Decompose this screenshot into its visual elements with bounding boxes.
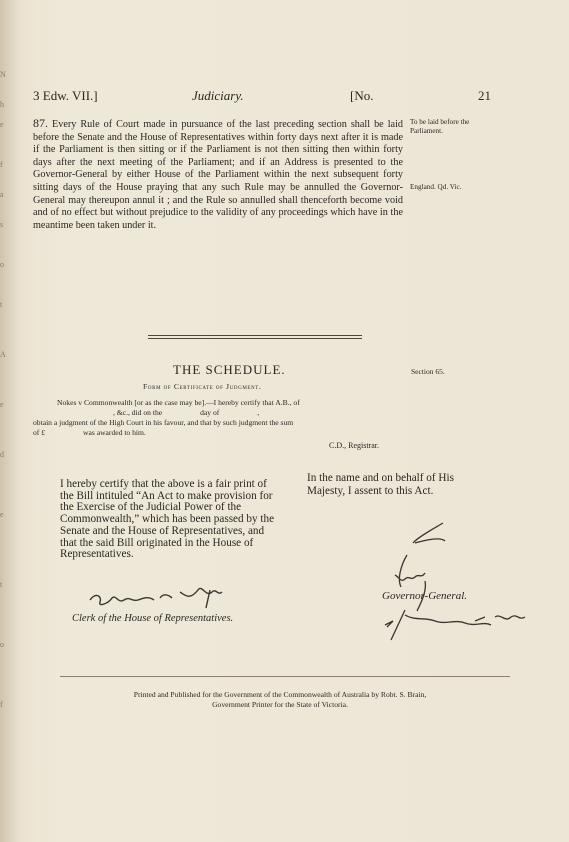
clerk-signature-icon: [85, 582, 265, 612]
double-rule-top: [148, 335, 362, 336]
schedule-subtitle: Form of Certificate of Judgment.: [143, 382, 262, 391]
running-head-title: Judiciary.: [192, 88, 244, 103]
page-number: 21: [478, 88, 491, 103]
schedule-line: , &c., did on the day of ,: [113, 408, 260, 417]
running-head-reign: 3 Edw. VII.]: [33, 88, 98, 103]
running-head-number: [No.: [350, 88, 374, 103]
schedule-title: THE SCHEDULE.: [173, 362, 286, 377]
schedule-line: obtain a judgment of the High Court in his favour, and that by such judgment the sum: [33, 418, 294, 427]
registrar-signature-line: C.D., Registrar.: [329, 441, 379, 450]
governor-general-signature-icon: [355, 515, 535, 655]
schedule-form-text: [33, 398, 453, 438]
clerk-title: Clerk of the House of Representatives.: [72, 613, 234, 624]
footer-rule: [60, 676, 510, 677]
imprint-line: Printed and Published for the Government of the Commonwealth of Australia by Robt. S. Brain,: [133, 690, 427, 699]
printer-imprint: [60, 690, 500, 709]
imprint-line: Government Printer for the State of Victoria.: [212, 699, 348, 709]
schedule-line: Nokes v Commonwealth [or as the case may be].—I hereby certify that A.B., of: [57, 398, 300, 407]
margin-note-laid-before: To be laid before the Parliament.: [410, 118, 470, 135]
schedule-line: of £ was awarded to him.: [33, 428, 146, 437]
clerk-certificate-text: I hereby certify that the above is a fair print of the Bill intituled “An Act to make provision for the Exercise of the Judicial Power of the Commonwealth,” which has been passed by the Senate and the House of Representatives, and that the said Bill originated in the House of Representatives.: [60, 478, 275, 561]
section-87-paragraph: [33, 117, 403, 232]
governor-general-title: Governor-General.: [382, 590, 468, 602]
schedule-section-ref: Section 65.: [411, 367, 445, 376]
section-87-text: Every Rule of Court made in pursuance of the last preceding section shall be laid before the Senate and the House of Representatives within forty days next after it is made if the Parliament is then sitting or if the Parliament is not then sitting then within forty days after the next meeting of the Parliament; and if an Address is presented to the Governor-General by either House of the Parliament within the next subsequent forty sitting days of the House praying that any such Rule may be annulled the Governor-General may thereupon annul it ; and the Rule so annulled shall thenceforth become void and of no effect but without prejudice to the validity of any proceedings which have in the meantime been taken under it.: [33, 119, 403, 231]
section-number: 87.: [33, 116, 48, 130]
margin-note-source: England. Qd. Vic.: [410, 183, 462, 191]
assent-text: In the name and on behalf of His Majesty, I assent to this Act.: [307, 472, 454, 497]
adjacent-page-edge: N h e f a s o t A e d e t o f: [0, 70, 6, 709]
double-rule-bottom: [148, 338, 362, 339]
